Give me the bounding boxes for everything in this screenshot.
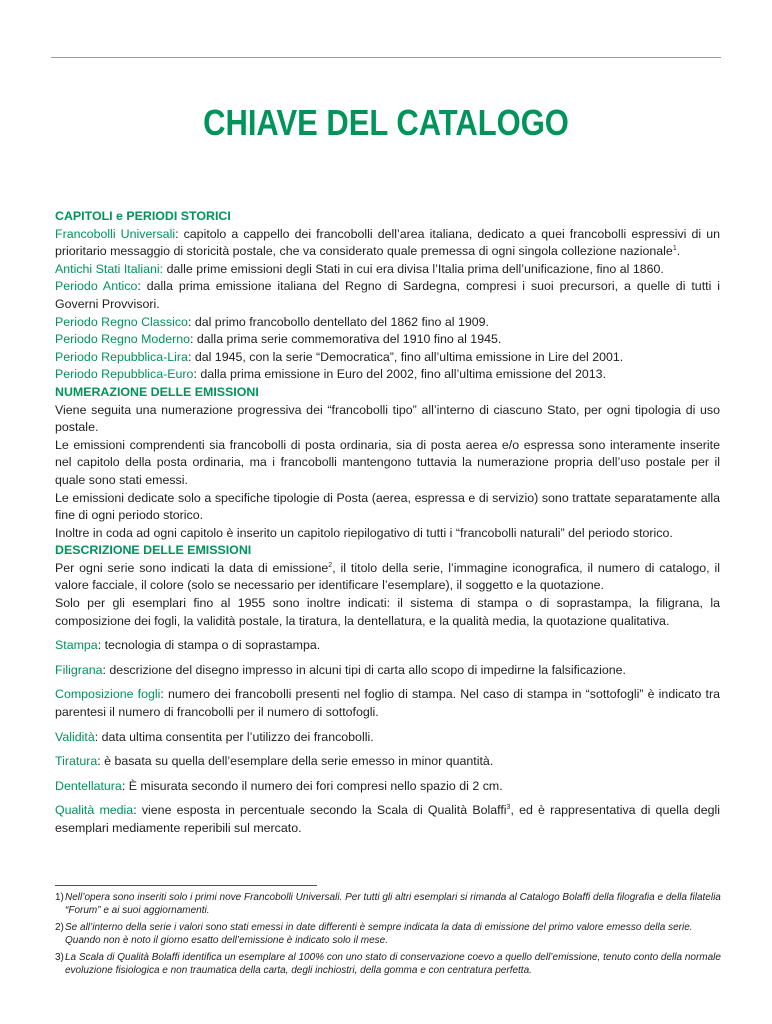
section-heading-capitoli: CAPITOLI e PERIODI STORICI — [55, 209, 231, 223]
item-label: Dentellatura — [55, 778, 122, 793]
item-text: : dalla prima emissione italiana del Regno di Sardegna, compresi i suoi precursori, a quelle di tutti i Governi Provvisori. — [55, 279, 720, 311]
item-label: Periodo Regno Classico — [55, 314, 188, 329]
footnote-number: 3) — [55, 952, 64, 964]
section-heading-descrizione: DESCRIZIONE DELLE EMISSIONI — [55, 543, 252, 558]
numerazione-paragraph: Viene seguita una numerazione progressiva dei “francobolli tipo” all’interno di ciascuno Stato, per ogni tipologia di uso postale. — [55, 402, 720, 435]
descrizione-item — [55, 686, 720, 721]
capitoli-item — [55, 261, 720, 279]
descrizione-item — [55, 778, 720, 796]
footnote-ref: 1 — [672, 245, 677, 253]
item-label: Periodo Antico — [55, 279, 138, 294]
footnote-ref: 3 — [506, 804, 511, 812]
item-text: : descrizione del disegno impresso in alcuni tipi di carta allo scopo di impedirne la falsificazione. — [102, 662, 626, 677]
numerazione-paragraph: Le emissioni dedicate solo a specifiche tipologie di Posta (aerea, espressa e di servizio) sono trattate separatamente alla fine di ogni periodo storico. — [55, 490, 720, 523]
footnote-text: Se all’interno della serie i valori sono stati emessi in date differenti è sempre indicata la data di emissione del primo valore emesso della serie. Quando non è noto il giorno esatto dell’emissione è indicato solo il mese. — [65, 922, 693, 946]
descrizione-intro-2: Solo per gli esemplari fino al 1955 sono inoltre indicati: il sistema di stampa o di soprastampa, la filigrana, la composizione dei fogli, la validità postale, la tiratura, la dentellatura, e la qualità media, la quotazione qualitativa. — [55, 596, 720, 628]
intro-text: Per ogni serie sono indicati la data di emissione — [55, 560, 329, 575]
item-text: : capitolo a cappello dei francobolli dell’area italiana, dedicato a quei francobolli espressivi di un prioritario messaggio di storicità postale, che va considerato quale premessa di ogni singola collezione nazionale — [55, 226, 720, 259]
item-tail: . — [676, 244, 681, 259]
capitoli-item — [55, 314, 720, 332]
item-label: Periodo Repubblica-Lira — [55, 349, 188, 364]
footnote-text: La Scala di Qualità Bolaffi identifica un esemplare al 100% con uno stato di conservazione coevo a quello dell’emissione, tenuto conto della normale evoluzione fisiologica e non traumatica della carta, degli inchiostri, della gomma e con centratura perfetta. — [65, 952, 721, 976]
item-label: Qualità media — [55, 803, 134, 818]
item-label: Antichi Stati Italiani: — [55, 261, 164, 276]
descrizione-item — [55, 753, 720, 771]
descrizione-item-qualita — [55, 802, 720, 837]
intro-text: , il titolo della serie, l’immagine iconografica, il numero di catalogo, il valore facciale, il colore (solo se necessario per identificare l’esemplare), il soggetto e la quotazione. — [55, 560, 720, 593]
item-label: Francobolli Universali — [55, 226, 176, 241]
footnote-ref: 2 — [328, 561, 333, 569]
item-label: Composizione fogli — [55, 687, 161, 702]
footnote — [55, 922, 725, 947]
page-title: CHIAVE DEL CATALOGO — [203, 102, 569, 143]
item-text: : data ultima consentita per l’utilizzo dei francobolli. — [94, 729, 374, 744]
item-text: : dalla prima emissione in Euro del 2002, fino all’ultima emissione del 2013. — [193, 367, 607, 382]
item-text: , ed è rappresentativa di quella degli esemplari mediamente reperibili sul mercato. — [55, 803, 720, 835]
footnote — [55, 952, 725, 977]
descrizione-item — [55, 637, 720, 655]
section-heading-numerazione: NUMERAZIONE DELLE EMISSIONI — [55, 384, 259, 399]
footnote-divider — [55, 885, 317, 886]
item-label: Tiratura — [55, 754, 98, 769]
item-text: dalle prime emissioni degli Stati in cui era divisa l’Italia prima dell’unificazione, fino al 1860. — [163, 261, 664, 276]
capitoli-item — [55, 226, 720, 261]
item-text: : dal 1945, con la serie “Democratica”, fino all’ultima emissione in Lire del 2001. — [187, 349, 624, 364]
capitoli-item — [55, 331, 720, 349]
descrizione-item — [55, 662, 720, 680]
item-label: Periodo Repubblica-Euro — [55, 367, 194, 382]
descrizione-item — [55, 729, 720, 747]
capitoli-item — [55, 366, 720, 384]
item-text: : viene esposta in percentuale secondo la Scala di Qualità Bolaffi — [133, 803, 507, 818]
footnote-text: Nell’opera sono inseriti solo i primi nove Francobolli Universali. Per tutti gli altri esemplari si rimanda al Catalogo Bolaffi della filografia e della filatelia “Forum” e ai suoi aggiornamenti. — [65, 892, 721, 916]
item-label: Validità — [55, 729, 95, 744]
top-divider — [51, 57, 721, 58]
numerazione-paragraph: Inoltre in coda ad ogni capitolo è inserito un capitolo riepilogativo di tutti i “francobolli naturali” del periodo storico. — [55, 525, 673, 540]
item-text: : È misurata secondo il numero dei fori compresi nello spazio di 2 cm. — [121, 778, 503, 793]
item-label: Filigrana — [55, 662, 103, 677]
descrizione-intro — [55, 560, 720, 595]
item-text: : tecnologia di stampa o di soprastampa. — [97, 638, 321, 653]
capitoli-item — [55, 349, 720, 367]
item-text: : dal primo francobollo dentellato del 1862 fino al 1909. — [187, 314, 489, 329]
footnote-number: 2) — [55, 922, 64, 934]
item-text: : è basata su quella dell’esemplare della serie emesso in minor quantità. — [97, 754, 494, 769]
item-label: Stampa — [55, 638, 98, 653]
catalog-key-content — [55, 208, 720, 838]
capitoli-item — [55, 278, 720, 313]
item-text: : numero dei francobolli presenti nel foglio di stampa. Nel caso di stampa in “sottofogli” è indicato tra parentesi il numero di francobolli per il numero di sottofogli. — [55, 687, 720, 720]
footnote-number: 1) — [55, 892, 64, 903]
numerazione-paragraph: Le emissioni comprendenti sia francobolli di posta ordinaria, sia di posta aerea e/o espressa sono interamente inserite nel capitolo della posta ordinaria, ma i francobolli mantengono tuttavia la numerazione propria dell’uso postale per il quale sono stati emessi. — [55, 437, 720, 487]
footnotes — [55, 892, 725, 983]
item-text: : dalla prima serie commemorativa del 1910 fino al 1945. — [190, 332, 502, 347]
item-label: Periodo Regno Moderno — [55, 332, 191, 347]
footnote — [55, 892, 725, 917]
